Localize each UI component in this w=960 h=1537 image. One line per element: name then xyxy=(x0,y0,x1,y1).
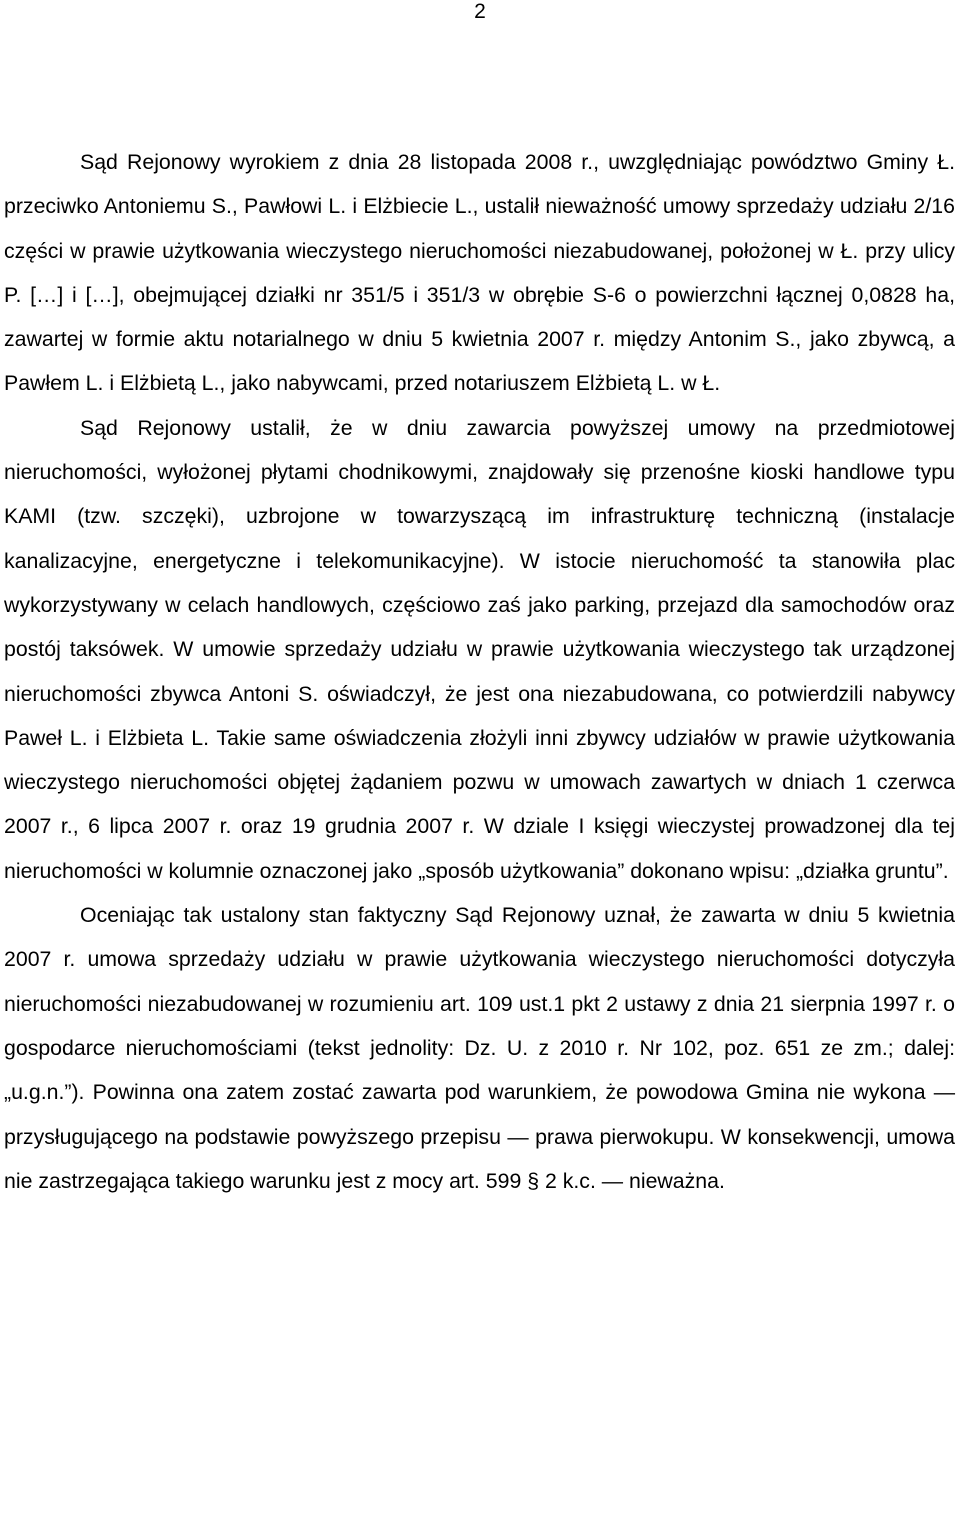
paragraph-3: Oceniając tak ustalony stan faktyczny Sąd Rejonowy uznał, że zawarta w dniu 5 kwietnia 2007 r. umowa sprzedaży udziału w prawie użytkowania wieczystego nieruchomości dotyczyła nieruchomości niezabudowanej w rozumieniu art. 109 ust.1 pkt 2 ustawy z dnia 21 sierpnia 1997 r. o gospodarce nieruchomościami (tekst jednolity: Dz. U. z 2010 r. Nr 102, poz. 651 ze zm.; dalej: „u.g.n.”). Powinna ona zatem zostać zawarta pod warunkiem, że powodowa Gmina nie wykona — przysługującego na podstawie powyższego przepisu — prawa pierwokupu. W konsekwencji, umowa nie zastrzegająca takiego warunku jest z mocy art. 599 § 2 k.c. — nieważna. xyxy=(4,903,955,1193)
paragraph-1: Sąd Rejonowy wyrokiem z dnia 28 listopada 2008 r., uwzględniając powództwo Gminy Ł. przeciwko Antoniemu S., Pawłowi L. i Elżbiecie L., ustalił nieważność umowy sprzedaży udziału 2/16 części w prawie użytkowania wieczystego nieruchomości niezabudowanej, położonej w Ł. przy ulicy P. […] i […], obejmującej działki nr 351/5 i 351/3 w obrębie S-6 o powierzchni łącznej 0,0828 ha, zawartej w formie aktu notarialnego w dniu 5 kwietnia 2007 r. między Antonim S., jako zbywcą, a Pawłem L. i Elżbietą L., jako nabywcami, przed notariuszem Elżbietą L. w Ł. xyxy=(4,150,955,396)
page-number: 2 xyxy=(474,0,486,23)
document-body xyxy=(4,140,955,1203)
paragraph-2: Sąd Rejonowy ustalił, że w dniu zawarcia powyższej umowy na przedmiotowej nieruchomości, wyłożonej płytami chodnikowymi, znajdowały się przenośne kioski handlowe typu KAMI (tzw. szczęki), uzbrojone w towarzyszącą im infrastrukturę techniczną (instalacje kanalizacyjne, energetyczne i telekomunikacyjne). W istocie nieruchomość ta stanowiła plac wykorzystywany w celach handlowych, częściowo zaś jako parking, przejazd dla samochodów oraz postój taksówek. W umowie sprzedaży udziału w prawie użytkowania wieczystego tak urządzonej nieruchomości zbywca Antoni S. oświadczył, że jest ona niezabudowana, co potwierdzili nabywcy Paweł L. i Elżbieta L. Takie same oświadczenia złożyli inni zbywcy udziałów w prawie użytkowania wieczystego nieruchomości objętej żądaniem pozwu w umowach zawartych w dniach 1 czerwca 2007 r., 6 lipca 2007 r. oraz 19 grudnia 2007 r. W dziale I księgi wieczystej prowadzonej dla tej nieruchomości w kolumnie oznaczonej jako „sposób użytkowania” dokonano wpisu: „działka gruntu”. xyxy=(4,415,955,883)
